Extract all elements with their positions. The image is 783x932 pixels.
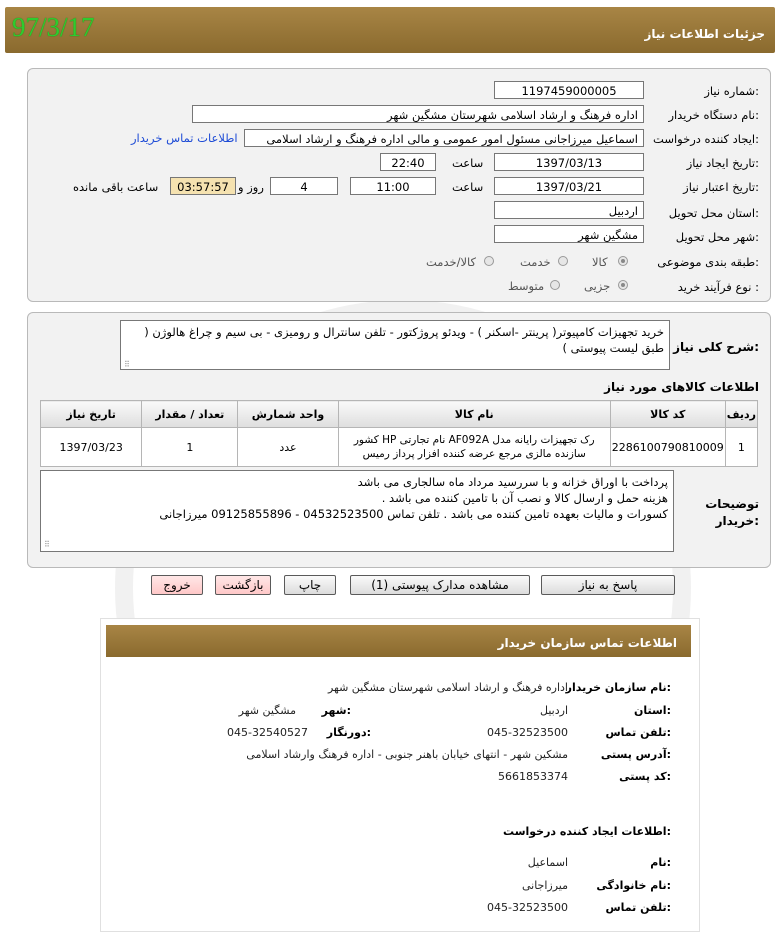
category-goods-service-radio[interactable] [484, 256, 494, 266]
cell-unit: عدد [238, 428, 338, 467]
items-title: اطلاعات کالاهای مورد نیاز [604, 380, 759, 394]
buyer-org-field: اداره فرهنگ و ارشاد اسلامی شهرستان مشگین شهر [192, 105, 644, 123]
contact-city-label: شهر: [321, 704, 351, 717]
province-label: استان محل تحویل: [668, 206, 759, 220]
process-label: نوع فرآیند خرید : [677, 280, 759, 294]
contact-org-label: نام سازمان خریدار: [565, 681, 671, 694]
contact-org-value: اداره فرهنگ و ارشاد اسلامی شهرستان مشگین شهر [327, 681, 568, 694]
col-qty: تعداد / مقدار [142, 401, 238, 428]
buyer-notes-textarea [40, 470, 674, 552]
summary-textarea [120, 320, 670, 370]
city-field: مشگین شهر [494, 225, 644, 243]
remaining-time-field: 03:57:57 [170, 177, 236, 195]
city-label: شهر محل تحویل: [675, 230, 759, 244]
creator-family-label: نام خانوادگی: [596, 879, 671, 892]
created-date-label: تاریخ ایجاد نیاز: [686, 156, 759, 170]
buyer-org-label: نام دستگاه خریدار: [668, 108, 759, 122]
creator-phone-value: 045-32523500 [487, 901, 568, 914]
category-goods-label: کالا [592, 255, 608, 269]
category-label: طبقه بندی موضوعی: [657, 255, 759, 269]
category-service-radio[interactable] [558, 256, 568, 266]
remaining-days-field: 4 [270, 177, 338, 195]
process-partial-label: جزیی [584, 279, 611, 293]
date-overlay: 97/3/17 [12, 12, 95, 42]
col-date: تاریخ نیاز [41, 401, 142, 428]
contact-address-label: آدرس پستی: [600, 748, 671, 761]
page-title: جزئیات اطلاعات نیاز [644, 27, 765, 41]
creator-name-label: نام: [650, 856, 671, 869]
cell-qty: 1 [142, 428, 238, 467]
reply-button[interactable]: پاسخ به نیاز [541, 575, 675, 595]
created-date-field: 1397/03/13 [494, 153, 644, 171]
col-name: نام کالا [338, 401, 610, 428]
contact-postal-value: 5661853374 [498, 770, 568, 783]
contact-phone-label: تلفن تماس: [605, 726, 671, 739]
contact-fax-value: 045-32540527 [227, 726, 308, 739]
cell-row: 1 [725, 428, 757, 467]
process-medium-radio[interactable] [550, 280, 560, 290]
requester-label: ایجاد کننده درخواست: [653, 132, 759, 146]
col-row: ردیف [725, 401, 757, 428]
remaining-time-label: ساعت باقی مانده [73, 180, 159, 194]
category-goods-service-label: کالا/خدمت [426, 255, 477, 269]
buyer-note-line: هزینه حمل و ارسال کالا و نصب آن با تامین کننده می باشد . [381, 491, 668, 505]
process-medium-label: متوسط [508, 279, 545, 293]
deadline-date-field: 1397/03/21 [494, 177, 644, 195]
contact-fax-label: دورنگار: [326, 726, 371, 739]
cell-code: 2286100790810009 [610, 428, 725, 467]
creator-phone-label: تلفن تماس: [605, 901, 671, 914]
resize-grip-icon[interactable]: ⠿ [44, 540, 50, 549]
buyer-notes-label: توضیحات خریدار: [705, 497, 759, 528]
created-time-field: 22:40 [380, 153, 436, 171]
creator-name-value: اسماعیل [527, 856, 568, 869]
need-number-label: شماره نیاز: [704, 84, 759, 98]
creator-family-value: میرزاجانی [521, 879, 568, 892]
buyer-note-line: کسورات و مالیات بعهده تامین کننده می باشد . تلفن تماس 04532523500 - 09125855896 میرزاجانی [159, 507, 668, 521]
deadline-date-label: تاریخ اعتبار نیاز: [683, 180, 759, 194]
contact-card-title: اطلاعات تماس سازمان خریدار [106, 625, 691, 657]
province-field: اردبیل [494, 201, 644, 219]
attachments-button[interactable]: مشاهده مدارک پیوستی (1) [350, 575, 530, 595]
deadline-time-field: 11:00 [350, 177, 436, 195]
summary-label: شرح کلی نیاز: [673, 340, 759, 354]
buyer-contact-link[interactable]: اطلاعات تماس خریدار [131, 131, 238, 145]
category-goods-radio[interactable] [618, 256, 628, 266]
table-row [41, 428, 758, 467]
deadline-time-label: ساعت [452, 180, 484, 194]
resize-grip-icon[interactable]: ⠿ [124, 360, 130, 369]
created-time-label: ساعت [452, 156, 484, 170]
cell-date: 1397/03/23 [41, 428, 142, 467]
contact-city-value: مشگین شهر [238, 704, 296, 717]
summary-text: خرید تجهیزات کامپیوتر( پرینتر -اسکنر ) - ویدئو پروژکتور - تلفن سانترال و رومیزی - بی سیم و چراغ هالوژن ( طبق لیست پیوستی ) [144, 325, 664, 355]
print-button[interactable]: چاپ [284, 575, 336, 595]
contact-province-label: استان: [633, 704, 671, 717]
buyer-note-line: پرداخت با اوراق خزانه و با سررسید مرداد ماه سالجاری می باشد [357, 475, 668, 489]
creator-section-title: اطلاعات ایجاد کننده درخواست: [503, 825, 671, 838]
cell-name: رک تجهیزات رایانه مدل AF092A نام تجارتی HP کشور سازنده مالزی مرجع عرضه کننده افزار پرداز رمیس [338, 428, 610, 467]
items-header-row [41, 401, 758, 428]
items-table [40, 400, 758, 467]
back-button[interactable]: بازگشت [215, 575, 271, 595]
contact-address-value: مشکین شهر - انتهای خیابان باهنر جنوبی - اداره فرهنگ وارشاد اسلامی [246, 748, 568, 761]
category-service-label: خدمت [520, 255, 551, 269]
need-number-field: 1197459000005 [494, 81, 644, 99]
col-code: کد کالا [610, 401, 725, 428]
remaining-days-label: روز و [238, 180, 264, 194]
contact-phone-value: 045-32523500 [487, 726, 568, 739]
col-unit: واحد شمارش [238, 401, 338, 428]
contact-province-value: اردبیل [540, 704, 568, 717]
requester-field: اسماعیل میرزاجانی مسئول امور عمومی و مالی اداره فرهنگ و ارشاد اسلامی [244, 129, 644, 147]
contact-postal-label: کد پستی: [619, 770, 671, 783]
process-partial-radio[interactable] [618, 280, 628, 290]
exit-button[interactable]: خروج [151, 575, 203, 595]
